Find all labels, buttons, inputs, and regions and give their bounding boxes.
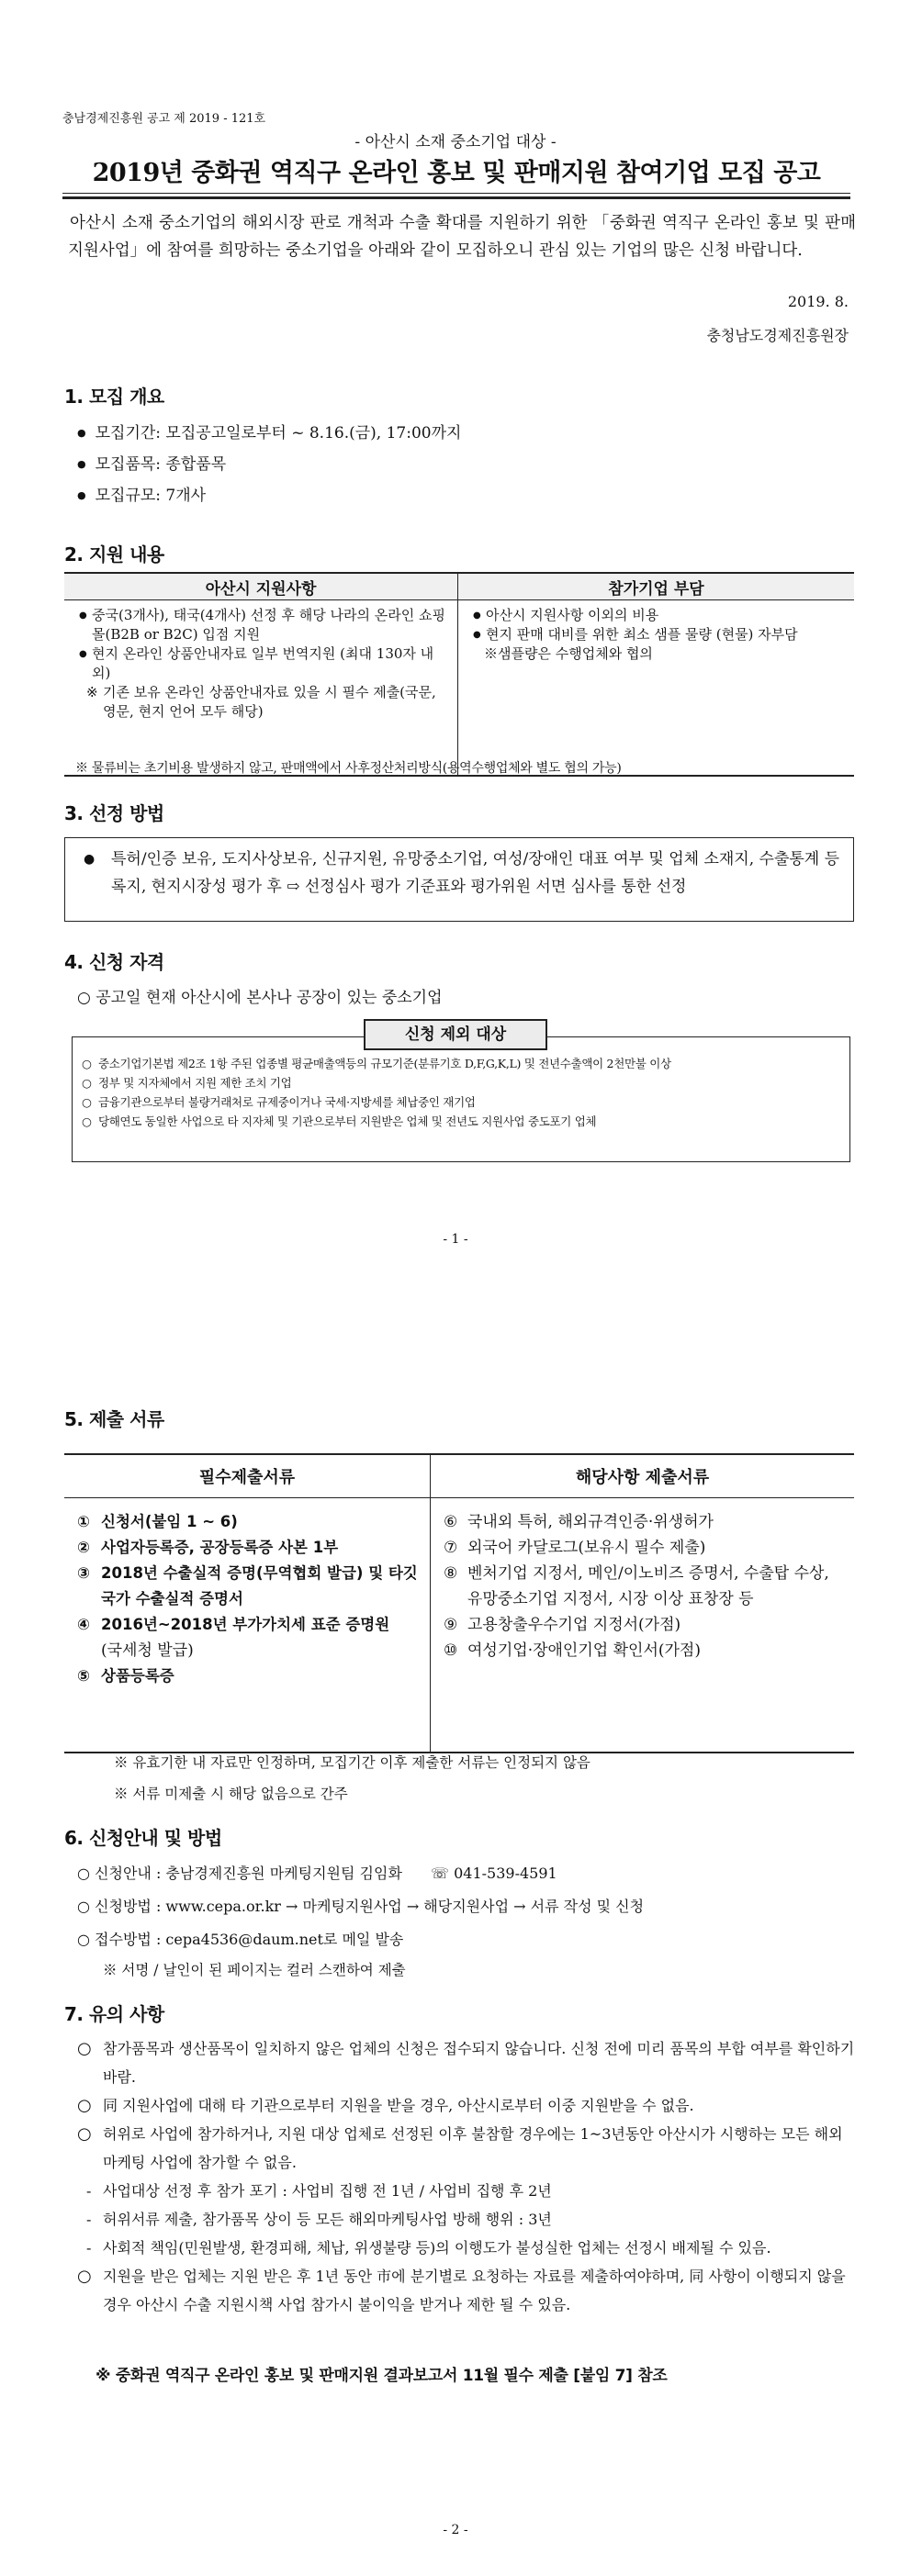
list-item: - 허위서류 제출, 참가품목 상이 등 모든 해외마케팅사업 방해 행위 : 3년 [86,2211,552,2228]
list-item: ⑤ 상품등록증 [77,1667,174,1685]
list-item: ⑦ 외국어 카달로그(보유시 필수 제출) [444,1539,706,1557]
list-item: ○ 당해연도 동일한 사업으로 타 지자체 및 기관으로부터 지원받은 업체 및 전년도 지원사업 중도포기 업체 [82,1112,840,1131]
list-item: ● 중국(3개사), 태국(4개사) 선정 후 해당 나라의 온라인 쇼핑몰(B2B or B2C) 입점 지원 [79,606,450,644]
list-item: ⑥ 국내외 특허, 해외규격인증·위생허가 [444,1513,714,1531]
section-7-heading: 7. 유의 사항 [64,2003,164,2025]
list-item: ⑩ 여성기업·장애인기업 확인서(가점) [444,1641,701,1660]
burden-cell [458,600,855,777]
list-item: - 사회적 책임(민원발생, 환경피해, 체납, 위생불량 등)의 이행도가 불성실한 업체는 선정시 배제될 수 있음. [86,2239,771,2257]
selection-method-box: ● 특허/인증 보유, 도지사상보유, 신규지원, 유망중소기업, 여성/장애인 대표 여부 및 업체 소재지, 수출통계 등록지, 현지시장성 평가 후 ⇨ 선정심사 평가 기준표와 평가위원 서면 심사를 통한 선정 [64,837,854,922]
list-item: ● 현지 판매 대비를 위한 최소 샘플 물량 (현물) 자부담 [473,625,847,644]
notice-number: 충남경제진흥원 공고 제 2019 - 121호 [62,112,266,126]
list-item: ③ 2018년 수출실적 증명(무역협회 발급) 및 타깃 국가 수출실적 증명서 [77,1564,418,1607]
list-item: ○ 금융기관으로부터 불량거래처로 규제중이거나 국세·지방세를 체납중인 재기업 [82,1092,840,1112]
table-header: 참가기업 부담 [458,573,855,600]
method-line: ○ 신청방법 : www.cepa.or.kr → 마케팅지원사업 → 해당지원사업 → 서류 작성 및 신청 [77,1898,645,1915]
list-item: ④ 2016년~2018년 부가가치세 표준 증명원 [77,1616,390,1633]
final-note: ※ 중화권 역직구 온라인 홍보 및 판매지원 결과보고서 11월 필수 제출 [붙임 7] 참조 [96,2367,668,2385]
list-item: (국세청 발급) [101,1641,194,1660]
list-item: ○ 참가품목과 생산품목이 일치하지 않은 업체의 신청은 접수되지 않습니다. 신청 전에 미리 품목의 부합 여부를 확인하기 바람. [77,2034,856,2091]
section-5-heading: 5. 제출 서류 [64,1408,164,1430]
table-header: 아산시 지원사항 [64,573,458,600]
list-item: ○ 지원을 받은 업체는 지원 받은 후 1년 동안 市에 분기별로 요청하는 자료를 제출하여야하며, 同 사항이 이행되지 않을 경우 아산시 수출 지원시책 사업 참가시 불이익을 받거나 제한 될 수 있음. [77,2262,856,2319]
documents-table [64,1453,854,1753]
burden-note: ※샘플량은 수행업체와 협의 [484,645,653,662]
list-item: ① 신청서(붙임 1 ~ 6) [77,1513,238,1530]
section-2-heading: 2. 지원 내용 [64,543,164,566]
table-header: 필수제출서류 [64,1454,431,1498]
section-6-heading: 6. 신청안내 및 방법 [64,1827,222,1849]
docs-note: ※ 서류 미제출 시 해당 없음으로 간주 [114,1786,348,1802]
optional-docs-cell [431,1498,855,1753]
list-item: ● 현지 온라인 상품안내자료 일부 번역지원 (최대 130자 내외) [79,644,450,683]
issuer: 충청남도경제진흥원장 [706,327,849,344]
list-item: ○ 同 지원사업에 대해 타 기관으로부터 지원을 받을 경우, 아산시로부터 이중 지원받을 수 없음. [77,2091,856,2120]
page-title: 2019년 중화권 역직구 온라인 홍보 및 판매지원 참여기업 모집 공고 [92,159,821,187]
logistics-footnote: ※ 물류비는 초기비용 발생하지 않고, 판매액에서 사후정산처리방식(용역수행업체와 별도 협의 가능) [75,761,622,776]
support-table [64,572,854,777]
recruit-overview-list [77,419,461,512]
list-item: ⑨ 고용창출우수기업 지정서(가점) [444,1616,681,1634]
docs-note: ※ 유효기한 내 자료만 인정하며, 모집기간 이후 제출한 서류는 인정되지 않음 [114,1754,590,1771]
list-item: ② 사업자등록증, 공장등록증 사본 1부 [77,1539,339,1556]
title-divider [62,193,850,194]
intro-paragraph: 아산시 소재 중소기업의 해외시장 판로 개척과 수출 확대를 지원하기 위한 「중화권 역직구 온라인 홍보 및 판매 지원사업」에 참여를 희망하는 중소기업을 아래와 같이 모집하오니 관심 있는 기업의 많은 신청 바랍니다. [68,214,856,260]
list-item: ● 모집품목: 종합품목 [77,450,461,481]
list-item: ○ 중소기업기본법 제2조 1항 주된 업종별 평균매출액등의 규모기준(분류기호 D,F,G,K,L) 및 전년수출액이 2천만불 이상 [82,1054,840,1073]
list-item: - 사업대상 선정 후 참가 포기 : 사업비 집행 전 1년 / 사업비 집행 후 2년 [86,2182,552,2200]
table-header: 해당사항 제출서류 [431,1454,855,1498]
title-divider-thick [62,196,850,199]
list-item: ● 모집기간: 모집공고일로부터 ~ 8.16.(금), 17:00까지 [77,419,461,450]
list-item: ● 아산시 지원사항 이외의 비용 [473,606,847,625]
required-docs-cell [64,1498,431,1753]
scan-note: ※ 서명 / 날인이 된 페이지는 컬러 스캔하여 제출 [103,1962,406,1978]
section-3-heading: 3. 선정 방법 [64,802,164,824]
exclusion-title: 신청 제외 대상 [364,1019,547,1050]
phone-icon: ☏ 041-539-4591 [431,1865,557,1882]
list-item: ○ 허위로 사업에 참가하거나, 지원 대상 업체로 선정된 이후 불참할 경우에는 1~3년동안 아산시가 시행하는 모든 해외마케팅 사업에 참가할 수 없음. [77,2120,856,2177]
page-number: - 1 - [443,1232,468,1247]
list-item: ● 모집규모: 7개사 [77,481,461,512]
list-item: ⑧ 벤처기업 지정서, 메인/이노비즈 증명서, 수출탑 수상, 유망중소기업 지정서, 시장 이상 표창장 등 [444,1564,829,1608]
section-1-heading: 1. 모집 개요 [64,386,164,408]
list-item: ○ 정부 및 지자체에서 지원 제한 조치 기업 [82,1073,840,1092]
caution-list [77,2034,856,2319]
contact-line: ○ 신청안내 : 충남경제진흥원 마케팅지원팀 김임화 ☏ 041-539-4591 [77,1865,557,1882]
email-line: ○ 접수방법 : cepa4536@daum.net로 메일 발송 [77,1931,404,1948]
exclusion-box [72,1036,850,1162]
section-4-heading: 4. 신청 자격 [64,951,164,973]
support-cell [64,600,458,777]
page-number: - 2 - [443,2523,468,2537]
eligibility-line: ○ 공고일 현재 아산시에 본사나 공장이 있는 중소기업 [77,989,443,1007]
support-note: ※ 기존 보유 온라인 상품안내자료 있을 시 필수 제출(국문, 영문, 현지 언어 모두 해당) [79,683,450,722]
notice-date: 2019. 8. [787,293,849,310]
subtitle: - 아산시 소재 중소기업 대상 - [354,133,557,151]
